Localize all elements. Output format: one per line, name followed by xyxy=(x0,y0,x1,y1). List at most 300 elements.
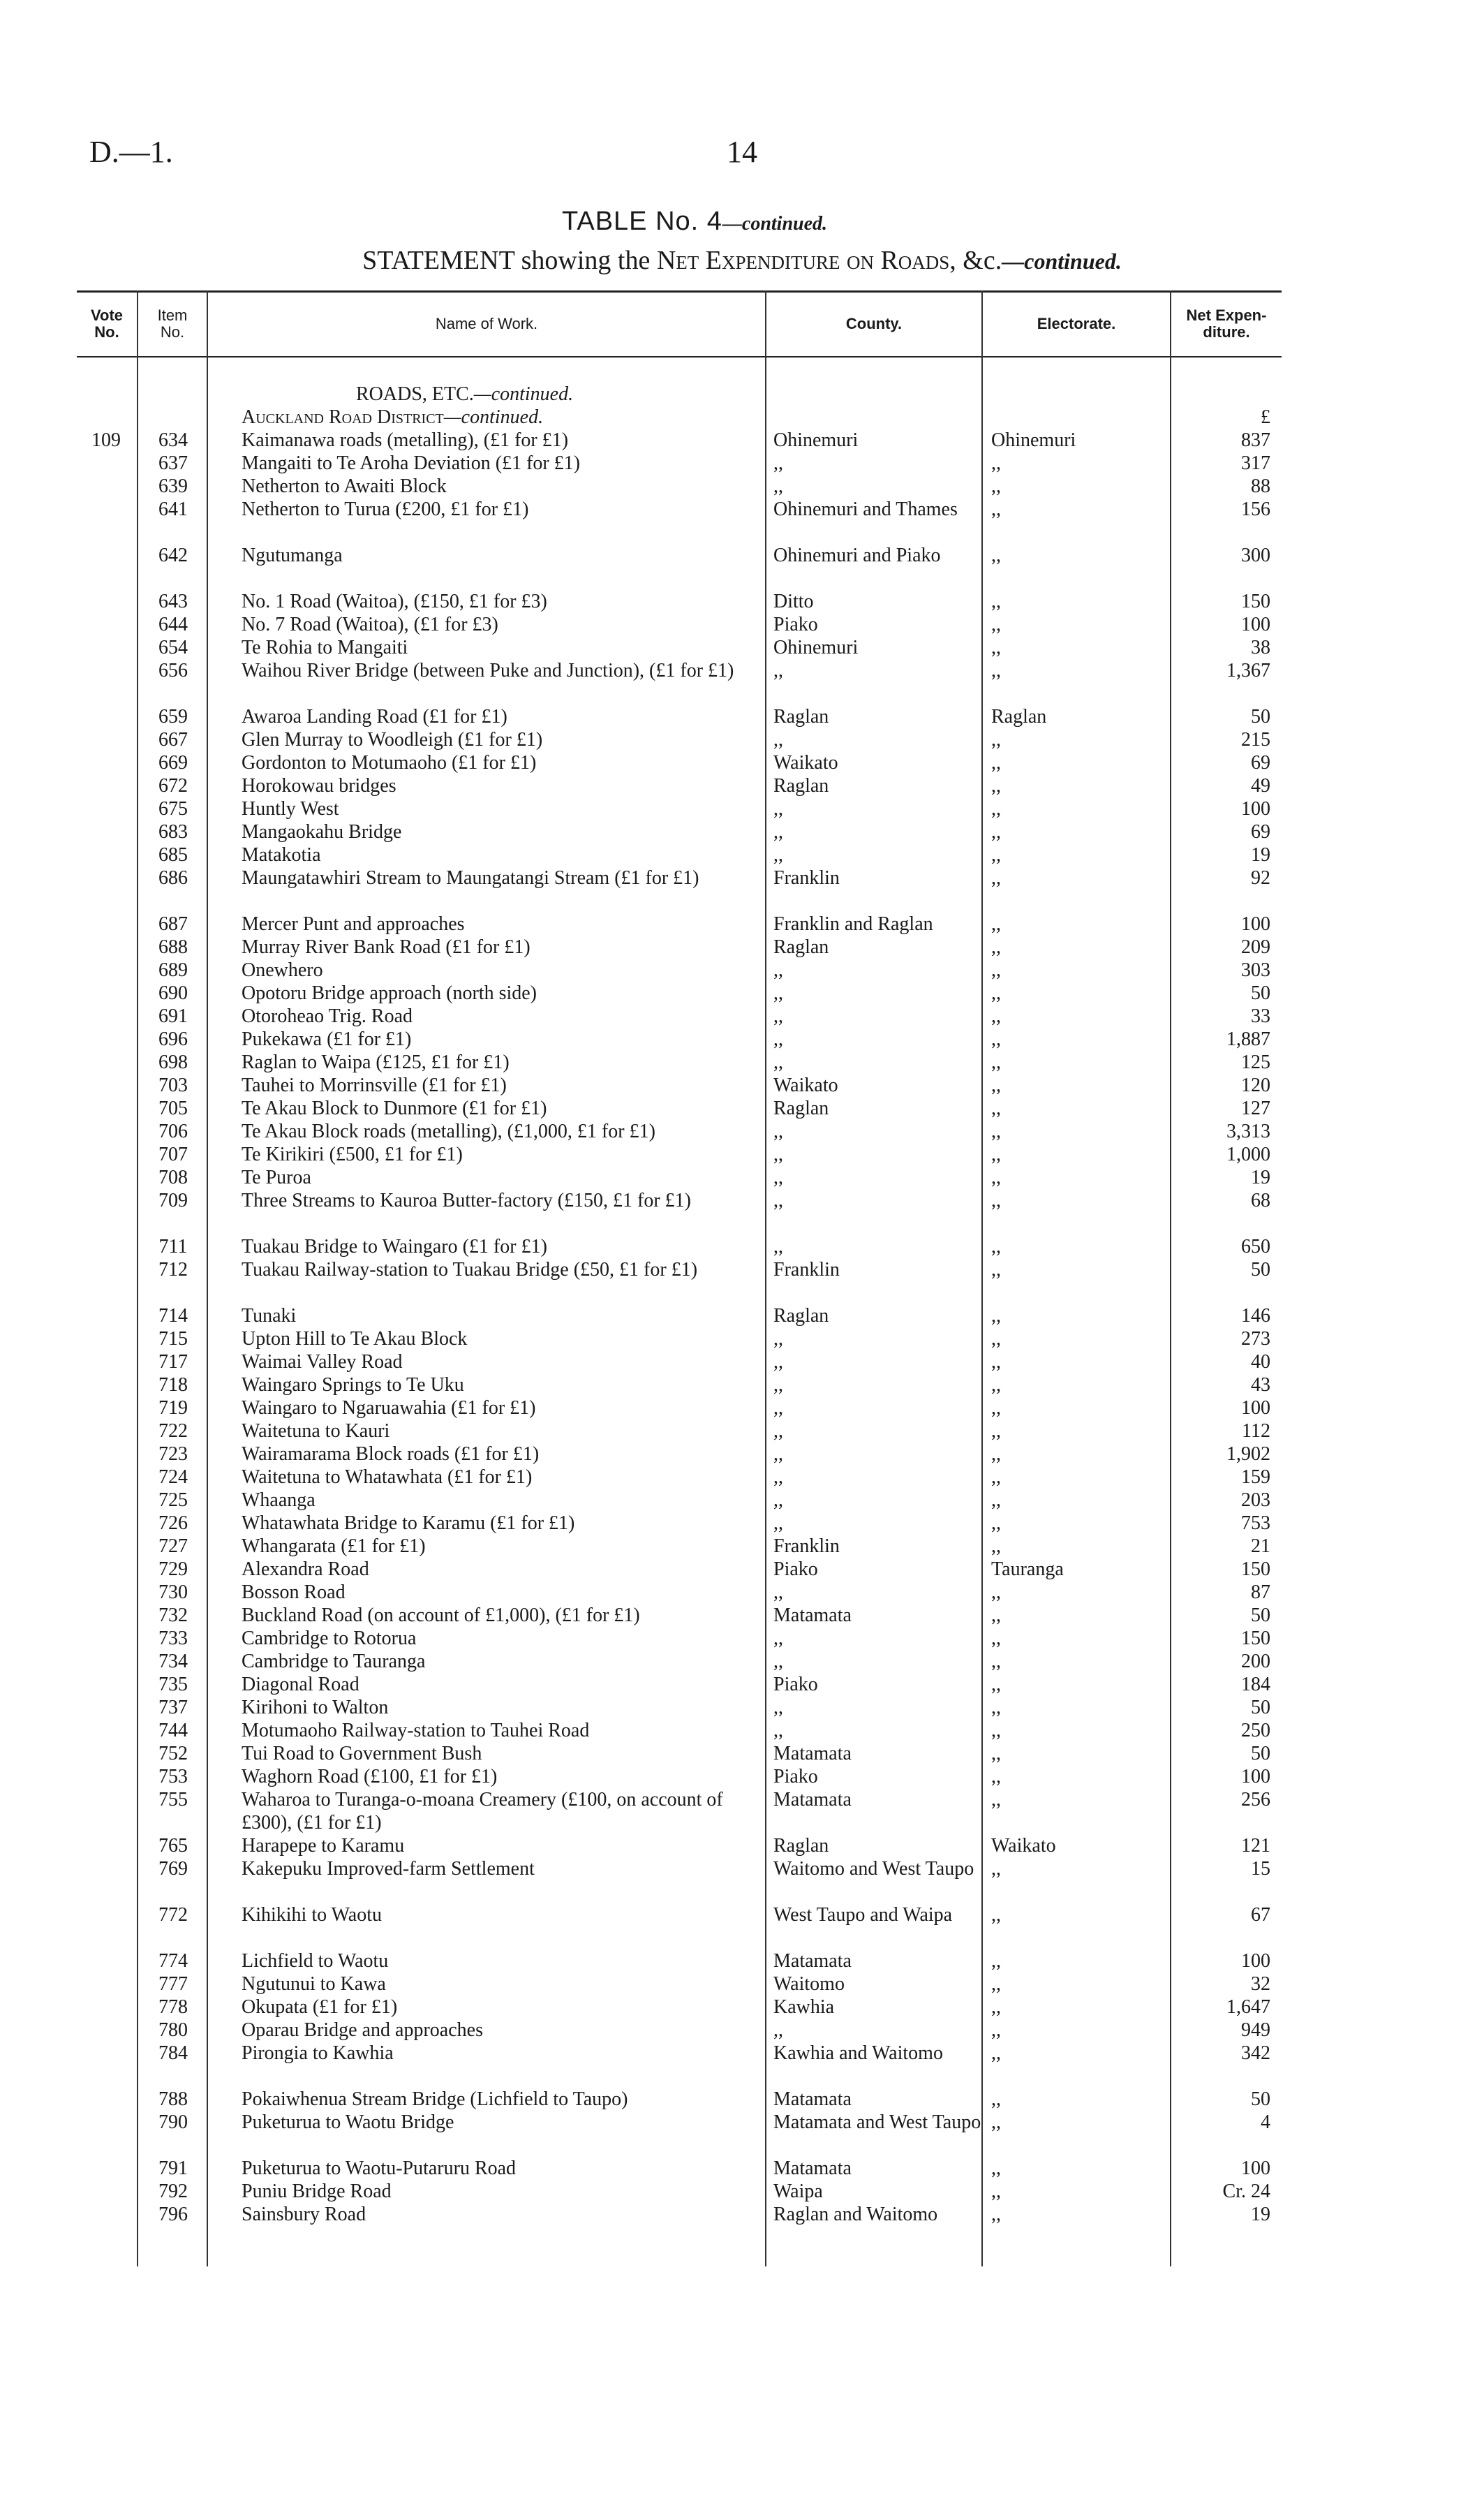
name-cell: Puketurua to Waotu Bridge xyxy=(242,2111,454,2133)
item-cell: 733 xyxy=(158,1628,188,1649)
subtitle-smallcaps: Net Expenditure on Roads, xyxy=(656,246,956,275)
item-cell: 729 xyxy=(158,1558,188,1580)
electorate-cell: ,, xyxy=(991,614,1001,635)
table-title-text: TABLE No. 4 xyxy=(561,207,722,236)
name-cell: Pokaiwhenua Stream Bridge (Lichfield to Taupo) xyxy=(242,2088,628,2110)
table-row xyxy=(0,1742,1484,1765)
table-row xyxy=(0,705,1484,728)
table-row xyxy=(0,2203,1484,2249)
electorate-cell: ,, xyxy=(991,1005,1001,1027)
name-cell: Netherton to Awaiti Block xyxy=(242,475,447,497)
net-cell: 156 xyxy=(1241,499,1270,520)
table-row xyxy=(0,1558,1484,1581)
county-cell: Matamata xyxy=(773,1789,852,1810)
name-cell: Kihikihi to Waotu xyxy=(242,1904,383,1926)
electorate-cell: ,, xyxy=(991,821,1001,843)
table-row xyxy=(0,452,1484,475)
table-row xyxy=(0,1097,1484,1120)
electorate-cell: ,, xyxy=(991,1628,1001,1649)
item-cell: 644 xyxy=(158,614,188,635)
net-cell: 120 xyxy=(1241,1075,1270,1096)
table-row xyxy=(0,866,1484,913)
net-cell: 150 xyxy=(1241,1628,1270,1649)
name-cell: Mangaokahu Bridge xyxy=(242,821,402,843)
electorate-cell: ,, xyxy=(991,959,1001,981)
county-cell: ,, xyxy=(773,1236,783,1258)
name-cell: Lichfield to Waotu xyxy=(242,1950,389,1972)
net-cell: 32 xyxy=(1251,1973,1270,1995)
electorate-cell: Waikato xyxy=(991,1835,1056,1857)
table-row xyxy=(0,2019,1484,2042)
item-cell: 719 xyxy=(158,1397,188,1419)
county-cell: Ohinemuri and Piako xyxy=(773,545,941,566)
electorate-cell: ,, xyxy=(991,913,1001,935)
county-cell: Ohinemuri xyxy=(773,429,859,451)
name-cell: Te Puroa xyxy=(242,1167,311,1188)
county-cell: West Taupo and Waipa xyxy=(773,1904,953,1926)
col-header-item xyxy=(138,307,207,341)
net-cell: 50 xyxy=(1251,1697,1270,1718)
name-cell: Onewhero xyxy=(242,959,323,981)
electorate-cell: ,, xyxy=(991,1374,1001,1396)
electorate-cell: ,, xyxy=(991,1674,1001,1695)
net-cell: 342 xyxy=(1241,2042,1270,2064)
col-header-electorate: Electorate. xyxy=(1037,315,1116,332)
table-row xyxy=(0,2180,1484,2203)
net-cell: 203 xyxy=(1241,1489,1270,1511)
table-row xyxy=(0,913,1484,936)
item-cell: 659 xyxy=(158,706,188,728)
name-cell: Gordonton to Motumaoho (£1 for £1) xyxy=(242,752,537,774)
net-cell: 50 xyxy=(1251,982,1270,1004)
county-cell: ,, xyxy=(773,1121,783,1142)
net-cell: 1,367 xyxy=(1226,660,1270,681)
item-cell: 654 xyxy=(158,637,188,658)
net-cell: 127 xyxy=(1241,1098,1270,1119)
item-cell: 709 xyxy=(158,1190,188,1211)
name-cell: Tui Road to Government Bush xyxy=(242,1743,482,1764)
electorate-cell: ,, xyxy=(991,1743,1001,1764)
item-cell: 790 xyxy=(158,2111,188,2133)
net-cell: 125 xyxy=(1241,1052,1270,1073)
net-cell: 256 xyxy=(1241,1789,1270,1810)
name-cell: Matakotia xyxy=(242,844,321,866)
item-cell: 777 xyxy=(158,1973,188,1995)
name-cell: Puketurua to Waotu-Putaruru Road xyxy=(242,2158,517,2179)
table-row xyxy=(0,1581,1484,1604)
table-row xyxy=(0,636,1484,659)
table-row xyxy=(0,1903,1484,1949)
table-row xyxy=(0,590,1484,613)
net-cell: 21 xyxy=(1251,1535,1270,1557)
net-cell: 1,887 xyxy=(1226,1028,1270,1050)
county-cell: ,, xyxy=(773,821,783,843)
table-row xyxy=(0,1074,1484,1097)
county-cell: Kawhia and Waitomo xyxy=(773,2042,943,2064)
item-cell: 726 xyxy=(158,1512,188,1534)
table-row xyxy=(0,1166,1484,1189)
table-row xyxy=(0,982,1484,1005)
table-row xyxy=(0,936,1484,959)
table-body xyxy=(0,383,1484,2249)
name-cell: Waihou River Bridge (between Puke and Junction), (£1 for £1) xyxy=(242,660,734,681)
net-cell: 100 xyxy=(1241,1766,1270,1787)
county-cell: ,, xyxy=(773,959,783,981)
item-cell: 705 xyxy=(158,1098,188,1119)
table-row xyxy=(0,1719,1484,1742)
name-cell: Tuakau Bridge to Waingaro (£1 for £1) xyxy=(242,1236,547,1258)
item-cell: 715 xyxy=(158,1328,188,1350)
county-cell: ,, xyxy=(773,1489,783,1511)
electorate-cell: ,, xyxy=(991,1190,1001,1211)
electorate-cell: ,, xyxy=(991,1581,1001,1603)
electorate-cell: ,, xyxy=(991,936,1001,958)
electorate-cell: ,, xyxy=(991,775,1001,797)
electorate-cell: ,, xyxy=(991,729,1001,751)
net-cell: 68 xyxy=(1251,1190,1270,1211)
table-row xyxy=(0,1788,1484,1834)
electorate-cell: ,, xyxy=(991,1697,1001,1718)
name-cell: Mercer Punt and approaches xyxy=(242,913,465,935)
county-cell: ,, xyxy=(773,1512,783,1534)
name-cell: Waitetuna to Whatawhata (£1 for £1) xyxy=(242,1466,533,1488)
net-cell: 1,000 xyxy=(1226,1144,1270,1165)
table-row xyxy=(0,1765,1484,1788)
item-cell: 744 xyxy=(158,1720,188,1741)
electorate-cell: ,, xyxy=(991,2158,1001,2179)
name-cell: Te Akau Block roads (metalling), (£1,000, £1 for £1) xyxy=(242,1121,655,1142)
table-row xyxy=(0,1304,1484,1327)
electorate-cell: ,, xyxy=(991,591,1001,612)
name-cell: Oparau Bridge and approaches xyxy=(242,2019,483,2041)
net-cell: 87 xyxy=(1251,1581,1270,1603)
electorate-cell: ,, xyxy=(991,1167,1001,1188)
name-cell: Wairamarama Block roads (£1 for £1) xyxy=(242,1443,540,1465)
electorate-cell: ,, xyxy=(991,2111,1001,2133)
electorate-cell: ,, xyxy=(991,1904,1001,1926)
net-cell: 317 xyxy=(1241,452,1270,474)
county-cell: Raglan and Waitomo xyxy=(773,2204,938,2225)
name-cell: Whatawhata Bridge to Karamu (£1 for £1) xyxy=(242,1512,575,1534)
table-row xyxy=(0,1604,1484,1627)
county-cell: ,, xyxy=(773,1144,783,1165)
name-cell: Harapepe to Karamu xyxy=(242,1835,405,1857)
name-cell: Bosson Road xyxy=(242,1581,346,1603)
name-cell: Kaimanawa roads (metalling), (£1 for £1) xyxy=(242,429,569,451)
table-row xyxy=(0,843,1484,866)
county-cell: ,, xyxy=(773,1028,783,1050)
name-cell: Motumaoho Railway-station to Tauhei Road xyxy=(242,1720,590,1741)
electorate-cell: ,, xyxy=(991,1858,1001,1880)
name-cell: Diagonal Road xyxy=(242,1674,359,1695)
net-cell: 50 xyxy=(1251,2088,1270,2110)
table-row xyxy=(0,1857,1484,1903)
item-cell: 796 xyxy=(158,2204,188,2225)
item-cell: 792 xyxy=(158,2181,188,2202)
item-cell: 791 xyxy=(158,2158,188,2179)
county-cell: Matamata xyxy=(773,1950,852,1972)
name-cell: Three Streams to Kauroa Butter-factory (£150, £1 for £1) xyxy=(242,1190,691,1211)
name-cell: No. 1 Road (Waitoa), (£150, £1 for £3) xyxy=(242,591,547,612)
item-cell: 784 xyxy=(158,2042,188,2064)
county-cell: Kawhia xyxy=(773,1996,835,2018)
item-cell: 691 xyxy=(158,1005,188,1027)
county-cell: ,, xyxy=(773,1581,783,1603)
table-row xyxy=(0,1972,1484,1996)
county-cell: Franklin xyxy=(773,1535,840,1557)
currency-symbol: £ xyxy=(1261,406,1270,428)
item-cell: 765 xyxy=(158,1835,188,1857)
electorate-cell: ,, xyxy=(991,2019,1001,2041)
name-cell: Glen Murray to Woodleigh (£1 for £1) xyxy=(242,729,543,751)
electorate-cell: ,, xyxy=(991,452,1001,474)
table-row xyxy=(0,728,1484,751)
name-cell: Waghorn Road (£100, £1 for £1) xyxy=(242,1766,498,1787)
name-cell: Cambridge to Tauranga xyxy=(242,1651,426,1672)
item-cell: 688 xyxy=(158,936,188,958)
electorate-cell: Tauranga xyxy=(991,1558,1064,1580)
name-cell: Horokowau bridges xyxy=(242,775,396,797)
name-cell: Whaanga xyxy=(242,1489,316,1511)
table-row xyxy=(0,1512,1484,1535)
col-header-county: County. xyxy=(845,315,903,332)
net-cell: 215 xyxy=(1241,729,1270,751)
item-cell: 752 xyxy=(158,1743,188,1764)
table-row xyxy=(0,475,1484,498)
table-row xyxy=(0,774,1484,797)
electorate-cell: ,, xyxy=(991,1789,1001,1810)
county-cell: Waitomo and West Taupo xyxy=(773,1858,974,1880)
electorate-cell: ,, xyxy=(991,2088,1001,2110)
table-row xyxy=(0,1535,1484,1558)
electorate-cell: ,, xyxy=(991,1489,1001,1511)
name-cell: Te Rohia to Mangaiti xyxy=(242,637,408,658)
electorate-cell: ,, xyxy=(991,1397,1001,1419)
table-row xyxy=(0,2111,1484,2157)
county-cell: ,, xyxy=(773,1397,783,1419)
electorate-cell: ,, xyxy=(991,1466,1001,1488)
county-cell: ,, xyxy=(773,844,783,866)
county-cell: Raglan xyxy=(773,1305,829,1327)
name-cell: Okupata (£1 for £1) xyxy=(242,1996,398,2018)
electorate-cell: ,, xyxy=(991,660,1001,681)
net-cell: 300 xyxy=(1241,545,1270,566)
net-cell: 121 xyxy=(1241,1835,1270,1857)
table-row xyxy=(0,1443,1484,1466)
county-cell: ,, xyxy=(773,475,783,497)
table-row xyxy=(0,820,1484,843)
item-cell: 683 xyxy=(158,821,188,843)
electorate-cell: ,, xyxy=(991,1144,1001,1165)
item-cell: 722 xyxy=(158,1420,188,1442)
item-cell: 642 xyxy=(158,545,188,566)
name-cell: No. 7 Road (Waitoa), (£1 for £3) xyxy=(242,614,498,635)
net-cell: 1,902 xyxy=(1226,1443,1270,1465)
electorate-cell: ,, xyxy=(991,1236,1001,1258)
item-cell: 639 xyxy=(158,475,188,497)
name-cell: Waingaro Springs to Te Uku xyxy=(242,1374,464,1396)
county-cell: ,, xyxy=(773,798,783,820)
name-cell: Kakepuku Improved-farm Settlement xyxy=(242,1858,535,1880)
item-cell: 732 xyxy=(158,1605,188,1626)
item-cell: 712 xyxy=(158,1259,188,1281)
item-cell: 769 xyxy=(158,1858,188,1880)
item-cell: 667 xyxy=(158,729,188,751)
net-cell: 88 xyxy=(1251,475,1270,497)
electorate-cell: ,, xyxy=(991,1973,1001,1995)
subtitle-pre: STATEMENT showing the xyxy=(362,246,651,275)
county-cell: ,, xyxy=(773,1052,783,1073)
item-cell: 690 xyxy=(158,982,188,1004)
net-cell: 92 xyxy=(1251,867,1270,889)
county-cell: ,, xyxy=(773,982,783,1004)
net-cell: 250 xyxy=(1241,1720,1270,1741)
district-heading-text: Auckland Road District xyxy=(242,406,444,428)
county-cell: ,, xyxy=(773,2019,783,2041)
electorate-cell: ,, xyxy=(991,2181,1001,2202)
col-header-item-2: No. xyxy=(160,323,185,341)
county-cell: Matamata xyxy=(773,2088,852,2110)
county-cell: Waipa xyxy=(773,2181,823,2202)
county-cell: ,, xyxy=(773,1466,783,1488)
name-cell: Tauhei to Morrinsville (£1 for £1) xyxy=(242,1075,507,1096)
electorate-cell: ,, xyxy=(991,1512,1001,1534)
col-header-vote-1: Vote xyxy=(90,307,124,324)
table-row xyxy=(0,1696,1484,1719)
table-row xyxy=(0,1396,1484,1419)
item-cell: 708 xyxy=(158,1167,188,1188)
electorate-cell: ,, xyxy=(991,798,1001,820)
name-cell: Te Akau Block to Dunmore (£1 for £1) xyxy=(242,1098,547,1119)
table-row xyxy=(0,659,1484,705)
electorate-cell: ,, xyxy=(991,1720,1001,1741)
net-cell: 100 xyxy=(1241,1397,1270,1419)
item-cell: 734 xyxy=(158,1651,188,1672)
item-cell: 672 xyxy=(158,775,188,797)
item-cell: 689 xyxy=(158,959,188,981)
name-cell: Opotoru Bridge approach (north side) xyxy=(242,982,537,1004)
county-cell: ,, xyxy=(773,1005,783,1027)
net-cell: 184 xyxy=(1241,1674,1270,1695)
name-cell: Mangaiti to Te Aroha Deviation (£1 for £1) xyxy=(242,452,581,474)
item-cell: 643 xyxy=(158,591,188,612)
net-cell: 150 xyxy=(1241,1558,1270,1580)
county-cell: Raglan xyxy=(773,1098,829,1119)
net-cell: 19 xyxy=(1251,2204,1270,2225)
electorate-cell: ,, xyxy=(991,545,1001,566)
table-row xyxy=(0,1466,1484,1489)
county-cell: ,, xyxy=(773,1720,783,1741)
table-row xyxy=(0,498,1484,544)
item-cell: 735 xyxy=(158,1674,188,1695)
net-cell: 100 xyxy=(1241,1950,1270,1972)
electorate-cell: ,, xyxy=(991,1766,1001,1787)
county-cell: Waikato xyxy=(773,752,838,774)
electorate-cell: ,, xyxy=(991,982,1001,1004)
item-cell: 772 xyxy=(158,1904,188,1926)
electorate-cell: ,, xyxy=(991,1420,1001,1442)
county-cell: Raglan xyxy=(773,936,829,958)
county-cell: ,, xyxy=(773,729,783,751)
net-cell: 67 xyxy=(1251,1904,1270,1926)
name-cell: Ngutunui to Kawa xyxy=(242,1973,386,1995)
net-cell: Cr. 24 xyxy=(1222,2181,1270,2202)
electorate-cell: ,, xyxy=(991,1098,1001,1119)
net-cell: 43 xyxy=(1251,1374,1270,1396)
table-row xyxy=(0,1489,1484,1512)
table-row xyxy=(0,1650,1484,1673)
col-header-vote-2: No. xyxy=(94,323,119,341)
name-cell: Sainsbury Road xyxy=(242,2204,366,2225)
table-row xyxy=(0,1419,1484,1443)
electorate-cell: ,, xyxy=(991,1443,1001,1465)
item-cell: 669 xyxy=(158,752,188,774)
item-cell: 703 xyxy=(158,1075,188,1096)
table-row xyxy=(0,544,1484,590)
item-cell: 788 xyxy=(158,2088,188,2110)
county-cell: Ohinemuri xyxy=(773,637,859,658)
name-cell: Raglan to Waipa (£125, £1 for £1) xyxy=(242,1052,510,1073)
table-row xyxy=(0,613,1484,636)
name-cell: Whangarata (£1 for £1) xyxy=(242,1535,426,1557)
table-row xyxy=(0,1834,1484,1857)
col-header-net-1: Net Expen- xyxy=(1186,307,1267,324)
table-row xyxy=(0,1949,1484,1972)
net-cell: 100 xyxy=(1241,913,1270,935)
name-cell: Puniu Bridge Road xyxy=(242,2181,392,2202)
electorate-cell: ,, xyxy=(991,1052,1001,1073)
item-cell: 753 xyxy=(158,1766,188,1787)
item-cell: 698 xyxy=(158,1052,188,1073)
table-row xyxy=(0,1120,1484,1143)
county-cell: Raglan xyxy=(773,775,829,797)
name-cell: Upton Hill to Te Akau Block xyxy=(242,1328,468,1350)
net-cell: 4 xyxy=(1261,2111,1270,2133)
section-heading-continued: —continued. xyxy=(473,383,574,405)
net-cell: 19 xyxy=(1251,1167,1270,1188)
electorate-cell: Raglan xyxy=(991,706,1047,728)
electorate-cell: Ohinemuri xyxy=(991,429,1076,451)
net-cell: 69 xyxy=(1251,821,1270,843)
item-cell: 707 xyxy=(158,1144,188,1165)
col-header-net-2: diture. xyxy=(1203,323,1250,341)
county-cell: ,, xyxy=(773,1374,783,1396)
item-cell: 780 xyxy=(158,2019,188,2041)
electorate-cell: ,, xyxy=(991,1950,1001,1972)
net-cell: 159 xyxy=(1241,1466,1270,1488)
item-cell: 724 xyxy=(158,1466,188,1488)
name-cell: Waingaro to Ngaruawahia (£1 for £1) xyxy=(242,1397,536,1419)
name-cell: Murray River Bank Road (£1 for £1) xyxy=(242,936,530,958)
net-cell: 100 xyxy=(1241,798,1270,820)
county-cell: Ohinemuri and Thames xyxy=(773,499,958,520)
county-cell: ,, xyxy=(773,1328,783,1350)
electorate-cell: ,, xyxy=(991,1305,1001,1327)
net-cell: 69 xyxy=(1251,752,1270,774)
name-cell: Te Kirikiri (£500, £1 for £1) xyxy=(242,1144,463,1165)
county-cell: Waikato xyxy=(773,1075,838,1096)
net-cell: 273 xyxy=(1241,1328,1270,1350)
electorate-cell: ,, xyxy=(991,867,1001,889)
county-cell: ,, xyxy=(773,1443,783,1465)
section-heading-text: ROADS, ETC. xyxy=(356,383,474,405)
electorate-cell: ,, xyxy=(991,1996,1001,2018)
county-cell: Franklin xyxy=(773,867,840,889)
section-heading-row xyxy=(0,383,1484,406)
electorate-cell: ,, xyxy=(991,637,1001,658)
county-cell: Piako xyxy=(773,1766,818,1787)
header-bottom-rule xyxy=(77,356,1282,357)
